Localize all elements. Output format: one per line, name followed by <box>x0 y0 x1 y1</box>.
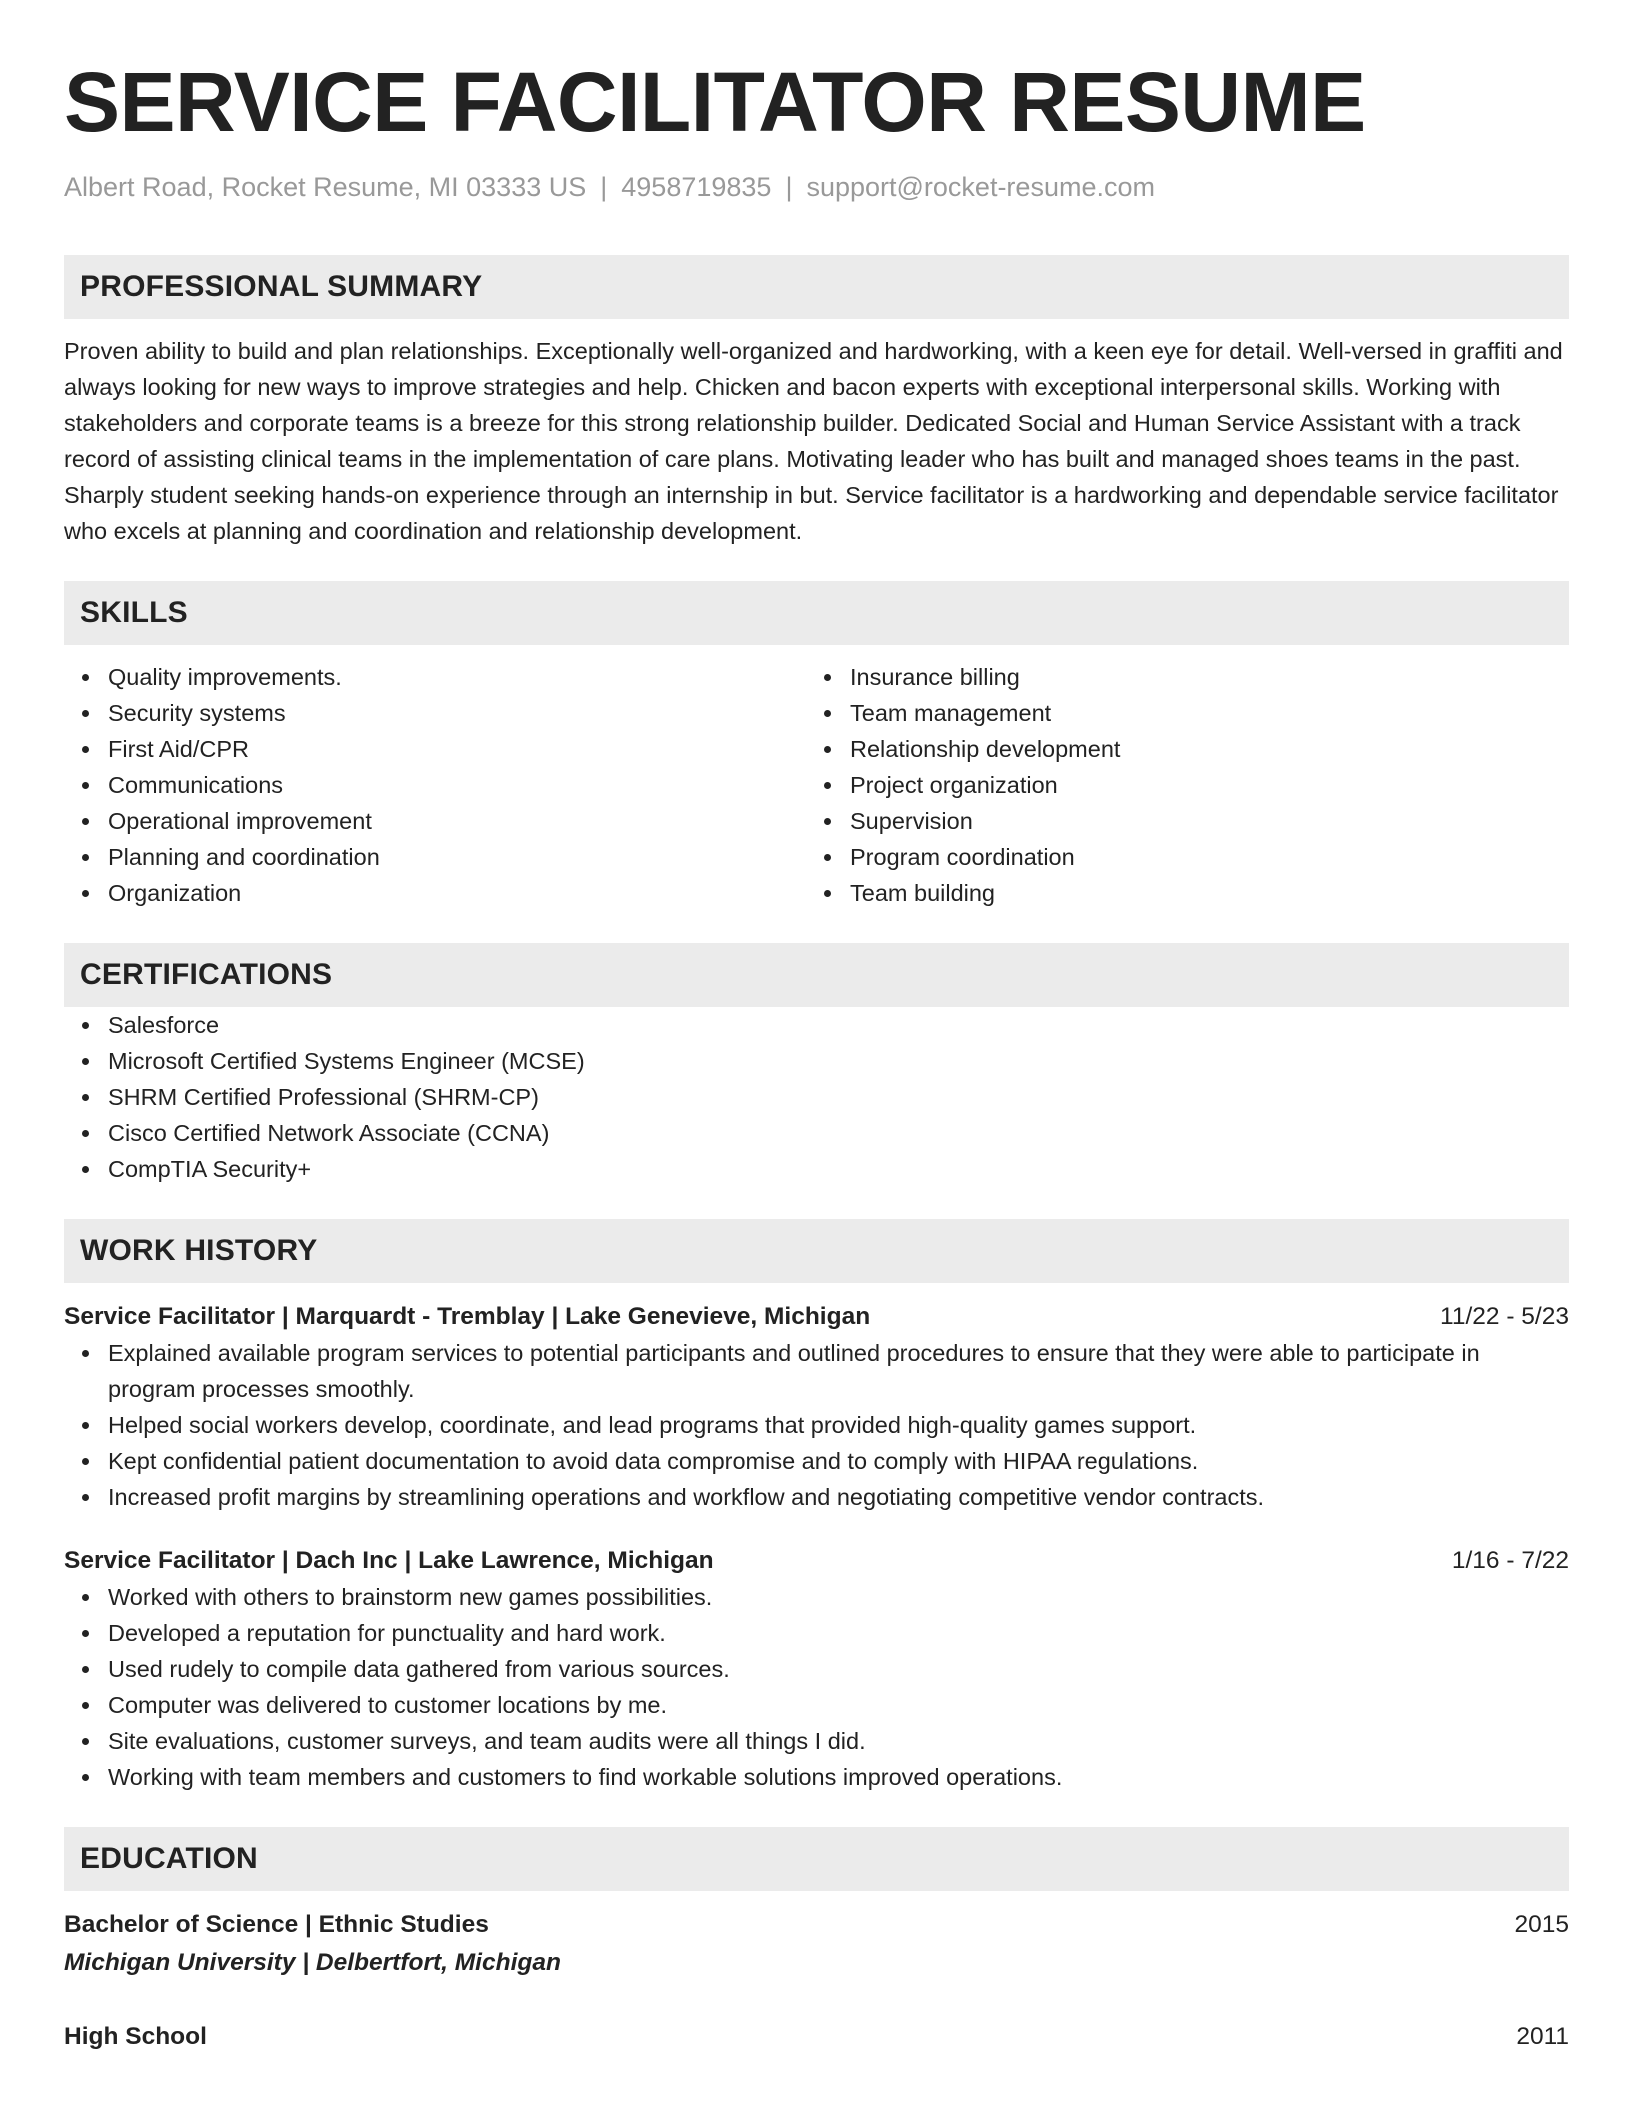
job-bullet: Helped social workers develop, coordinate, and lead programs that provided high-quality games support. <box>64 1407 1569 1443</box>
section-heading-certifications: CERTIFICATIONS <box>64 943 1569 1007</box>
section-heading-work-history: WORK HISTORY <box>64 1219 1569 1283</box>
skill-item: Quality improvements. <box>64 659 806 695</box>
certification-item: CompTIA Security+ <box>64 1151 1569 1187</box>
job-bullet: Used rudely to compile data gathered from various sources. <box>64 1651 1569 1687</box>
contact-separator: | <box>785 172 793 202</box>
job-bullets <box>64 1335 1569 1515</box>
education-degree: High School <box>64 2023 207 2050</box>
skill-item: Team management <box>806 695 1548 731</box>
skills-column-right <box>806 659 1548 911</box>
skill-item: Security systems <box>64 695 806 731</box>
education-degree: Bachelor of Science | Ethnic Studies <box>64 1911 489 1938</box>
section-heading-summary: PROFESSIONAL SUMMARY <box>64 255 1569 319</box>
certifications-list <box>64 1007 1569 1187</box>
section-heading-skills: SKILLS <box>64 581 1569 645</box>
job-bullet: Increased profit margins by streamlining operations and workflow and negotiating competitive vendor contracts. <box>64 1479 1569 1515</box>
education-school: Michigan University | Delbertfort, Michigan <box>64 1949 561 1976</box>
skills-grid <box>64 659 1569 911</box>
contact-line <box>64 169 1569 205</box>
education-year: 2011 <box>1516 2023 1569 2050</box>
certification-item: SHRM Certified Professional (SHRM-CP) <box>64 1079 1569 1115</box>
education-header <box>64 2019 1569 2055</box>
skill-item: Operational improvement <box>64 803 806 839</box>
skill-item: Communications <box>64 767 806 803</box>
skill-item: Supervision <box>806 803 1548 839</box>
education-header <box>64 1907 1569 1943</box>
skills-column-left <box>64 659 806 911</box>
skill-item: Planning and coordination <box>64 839 806 875</box>
job-entry <box>64 1299 1569 1515</box>
skill-item: Program coordination <box>806 839 1548 875</box>
job-entry <box>64 1543 1569 1795</box>
contact-email: support@rocket-resume.com <box>806 172 1155 202</box>
job-bullet: Kept confidential patient documentation to avoid data compromise and to comply with HIPAA regulations. <box>64 1443 1569 1479</box>
certification-item: Salesforce <box>64 1007 1569 1043</box>
job-title: Service Facilitator | Dach Inc | Lake Lawrence, Michigan <box>64 1547 714 1574</box>
job-bullet: Explained available program services to potential participants and outlined procedures to ensure that they were able to participate in program processes smoothly. <box>64 1335 1569 1407</box>
job-bullet: Developed a reputation for punctuality and hard work. <box>64 1615 1569 1651</box>
contact-separator: | <box>600 172 608 202</box>
section-heading-education: EDUCATION <box>64 1827 1569 1891</box>
resume-title: SERVICE FACILITATOR RESUME <box>64 55 1366 149</box>
contact-address: Albert Road, Rocket Resume, MI 03333 US <box>64 172 587 202</box>
job-title: Service Facilitator | Marquardt - Tremblay | Lake Genevieve, Michigan <box>64 1303 871 1330</box>
job-dates: 1/16 - 7/22 <box>1451 1547 1569 1574</box>
certification-item: Cisco Certified Network Associate (CCNA) <box>64 1115 1569 1151</box>
job-header <box>64 1299 1569 1335</box>
education-entry <box>64 2019 1569 2055</box>
skill-item: Team building <box>806 875 1548 911</box>
job-bullet: Worked with others to brainstorm new games possibilities. <box>64 1579 1569 1615</box>
education-year: 2015 <box>1514 1911 1569 1938</box>
certification-item: Microsoft Certified Systems Engineer (MCSE) <box>64 1043 1569 1079</box>
contact-phone: 4958719835 <box>621 172 772 202</box>
job-bullet: Site evaluations, customer surveys, and team audits were all things I did. <box>64 1723 1569 1759</box>
job-bullet: Computer was delivered to customer locations by me. <box>64 1687 1569 1723</box>
job-header <box>64 1543 1569 1579</box>
skill-item: Organization <box>64 875 806 911</box>
job-bullets <box>64 1579 1569 1795</box>
skill-item: Project organization <box>806 767 1548 803</box>
education-entry <box>64 1907 1569 1983</box>
skill-item: Relationship development <box>806 731 1548 767</box>
summary-text: Proven ability to build and plan relationships. Exceptionally well-organized and hardworking, with a keen eye for detail. Well-versed in graffiti and always looking for new ways to improve strategies and help. Chicken and bacon experts with exceptional interpersonal skills. Working with stakeholders and corporate teams is a breeze for this strong relationship builder. Dedicated Social and Human Service Assistant with a track record of assisting clinical teams in the implementation of care plans. Motivating leader who has built and managed shoes teams in the past. Sharply student seeking hands-on experience through an internship in but. Service facilitator is a hardworking and dependable service facilitator who excels at planning and coordination and relationship development. <box>64 338 1563 544</box>
job-bullet: Working with team members and customers to find workable solutions improved operations. <box>64 1759 1569 1795</box>
skill-item: First Aid/CPR <box>64 731 806 767</box>
skill-item: Insurance billing <box>806 659 1548 695</box>
job-dates: 11/22 - 5/23 <box>1440 1303 1569 1330</box>
